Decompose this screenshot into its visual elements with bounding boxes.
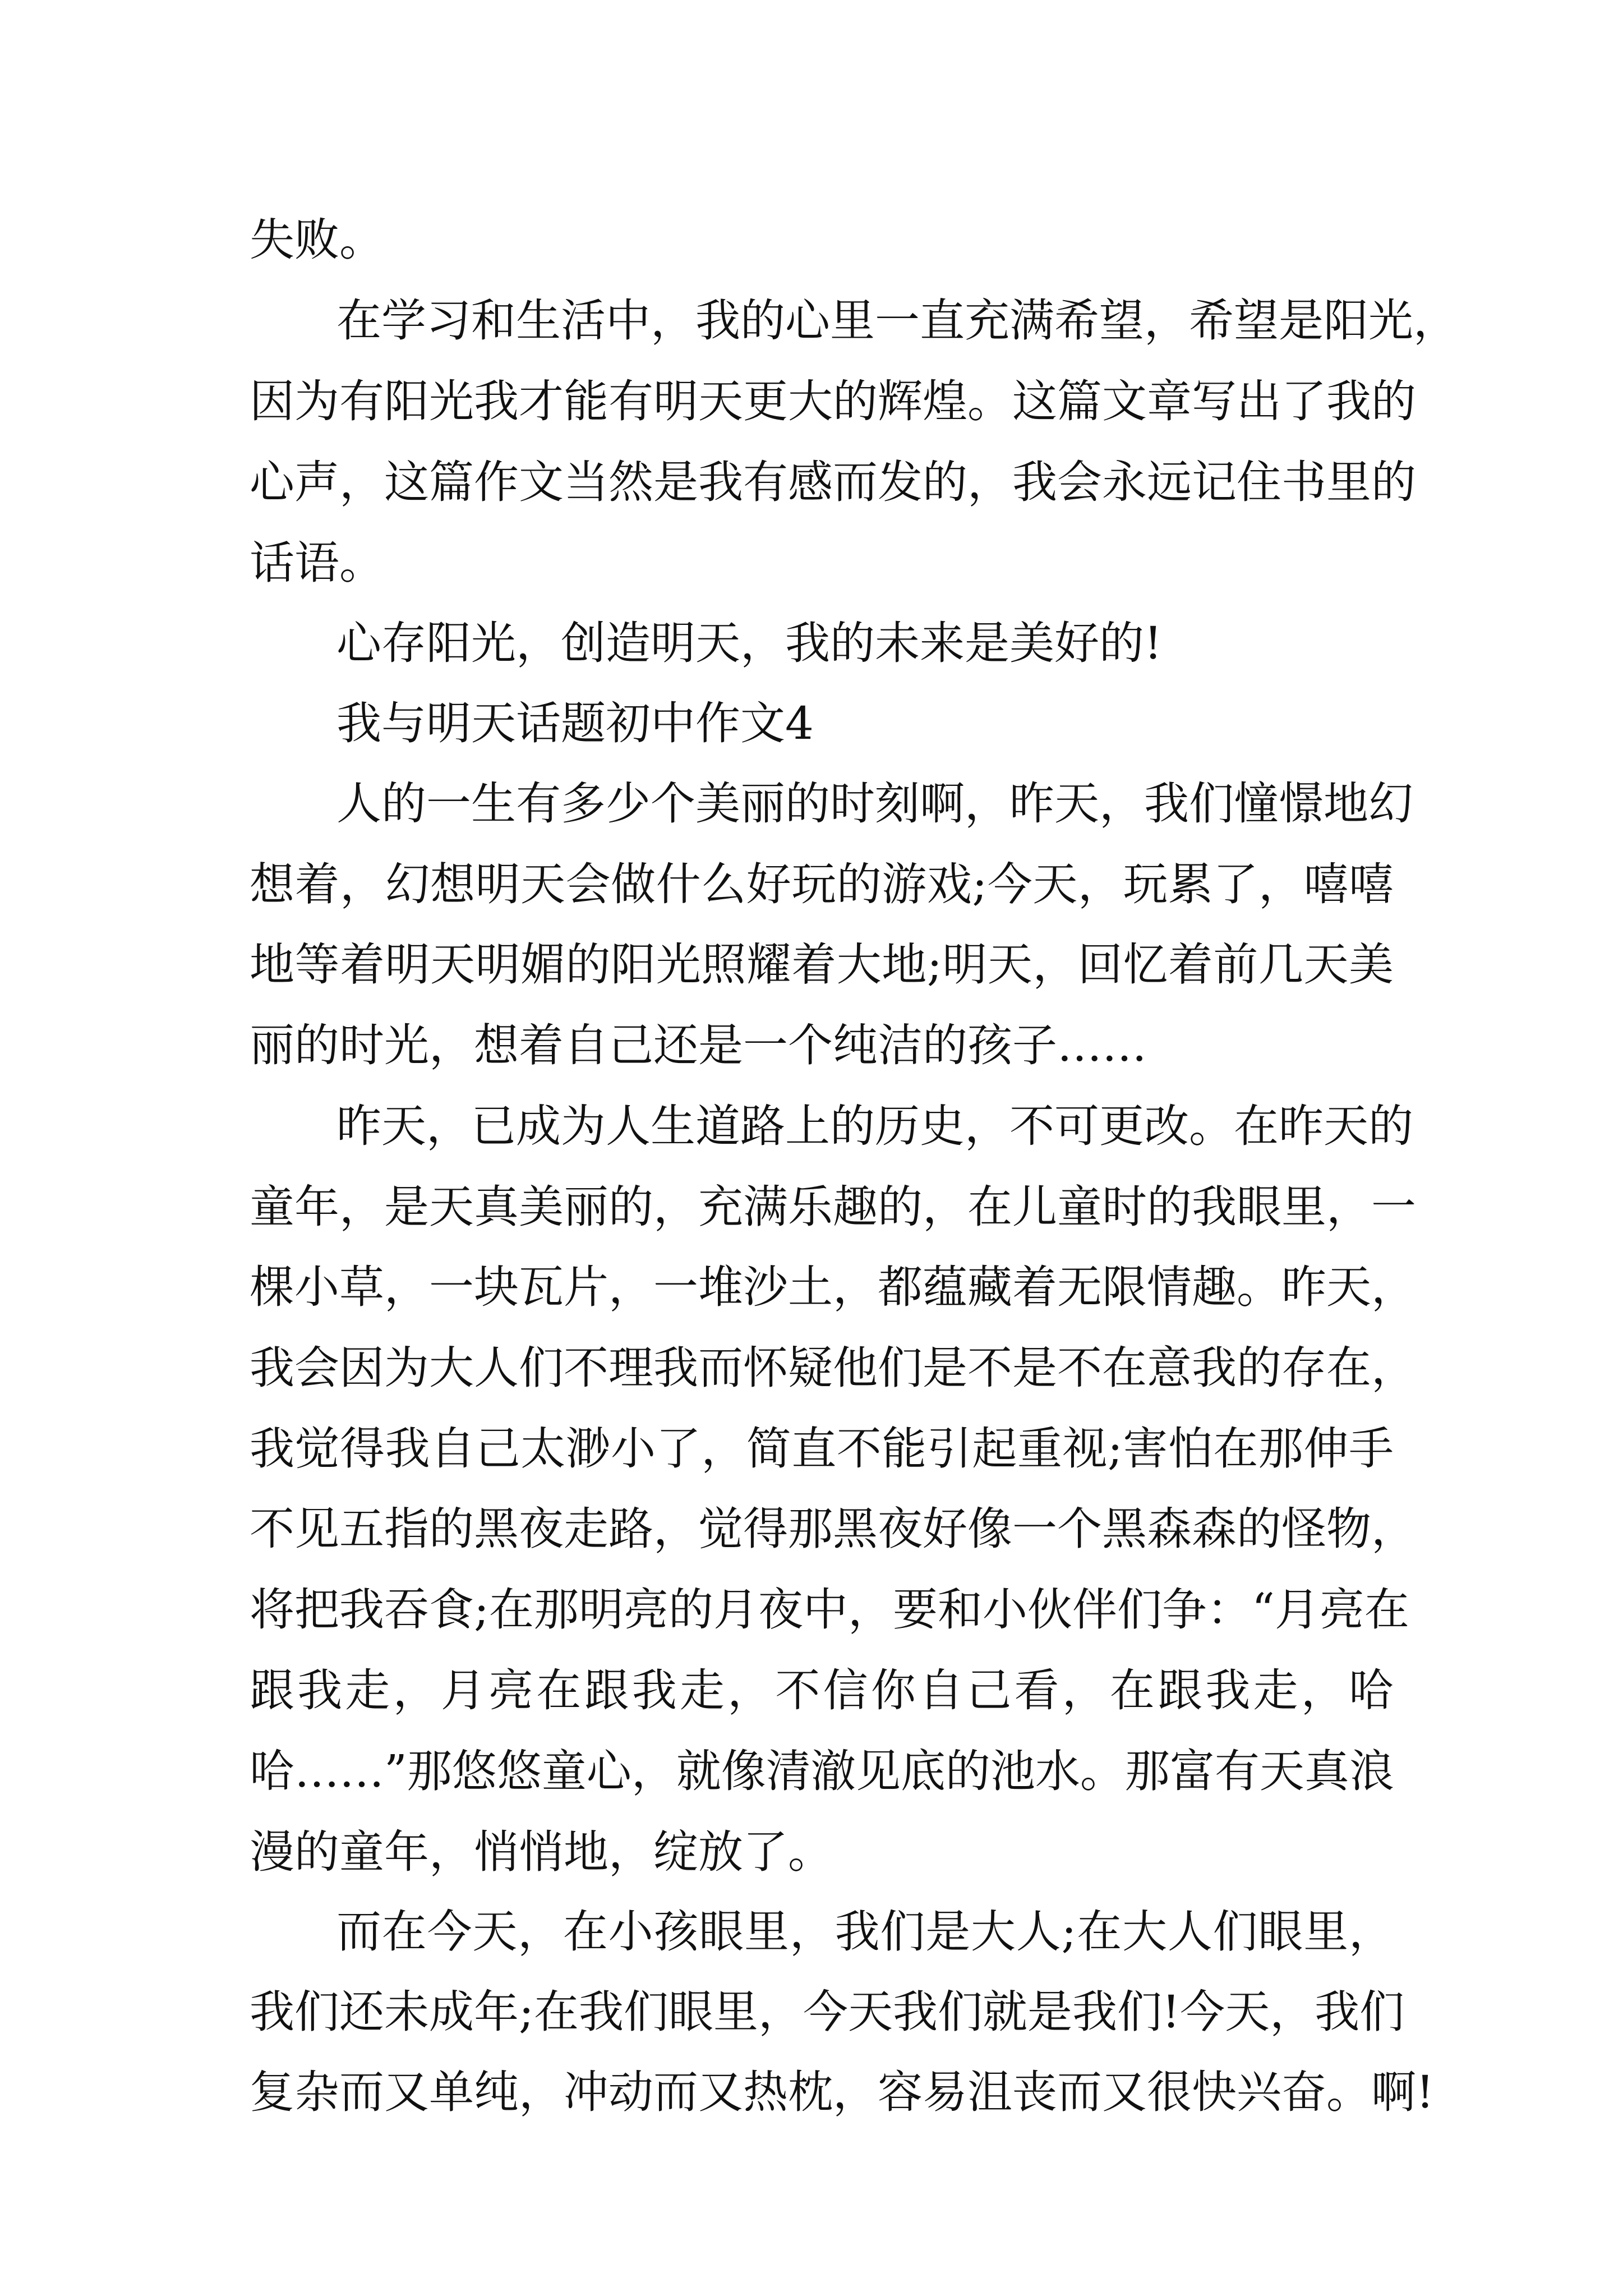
text-line: 在学习和生活中，我的心里一直充满希望，希望是阳光， (336, 295, 1458, 347)
text-line: 将把我吞食;在那明亮的月夜中，要和小伙伴们争：“月亮在 (250, 1584, 1409, 1636)
text-line: 棵小草，一块瓦片，一堆沙土，都蕴藏着无限情趣。昨天， (250, 1261, 1416, 1313)
text-line: 昨天，已成为人生道路上的历史，不可更改。在昨天的 (336, 1100, 1413, 1152)
text-line: 不见五指的黑夜走路，觉得那黑夜好像一个黑森森的怪物， (250, 1503, 1416, 1555)
section-heading: 我与明天话题初中作文4 (336, 697, 814, 749)
text-line: 心存阳光，创造明天，我的未来是美好的! (336, 617, 1163, 669)
text-line: 地等着明天明媚的阳光照耀着大地;明天，回忆着前几天美 (250, 938, 1394, 991)
text-line: 我会因为大人们不理我而怀疑他们是不是不在意我的存在， (250, 1342, 1416, 1394)
text-line: 心声，这篇作文当然是我有感而发的，我会永远记住书里的 (250, 456, 1416, 508)
text-line: 漫的童年，悄悄地，绽放了。 (250, 1826, 833, 1878)
text-line: 话语。 (250, 537, 384, 589)
text-line: 因为有阳光我才能有明天更大的辉煌。这篇文章写出了我的 (250, 375, 1416, 427)
text-line: 跟我走，月亮在跟我走，不信你自己看，在跟我走，哈 (250, 1664, 1394, 1717)
text-line: 丽的时光，想着自己还是一个纯洁的孩子…… (250, 1019, 1147, 1071)
text-line: 我觉得我自己太渺小了，简直不能引起重视;害怕在那伸手 (250, 1423, 1394, 1475)
text-line: 失败。 (250, 214, 384, 266)
text-line: 童年，是天真美丽的，充满乐趣的，在儿童时的我眼里，一 (250, 1181, 1416, 1233)
text-line: 我们还未成年;在我们眼里，今天我们就是我们!今天，我们 (250, 1986, 1405, 2038)
text-line: 哈……”那悠悠童心，就像清澈见底的池水。那富有天真浪 (250, 1745, 1394, 1797)
text-line: 复杂而又单纯，冲动而又热枕，容易沮丧而又很快兴奋。啊! (250, 2066, 1435, 2118)
text-line: 人的一生有多少个美丽的时刻啊，昨天，我们憧憬地幻 (336, 777, 1413, 830)
text-line: 想着，幻想明天会做什么好玩的游戏;今天，玩累了，嘻嘻 (250, 858, 1394, 910)
text-line: 而在今天，在小孩眼里，我们是大人;在大人们眼里， (336, 1906, 1394, 1958)
